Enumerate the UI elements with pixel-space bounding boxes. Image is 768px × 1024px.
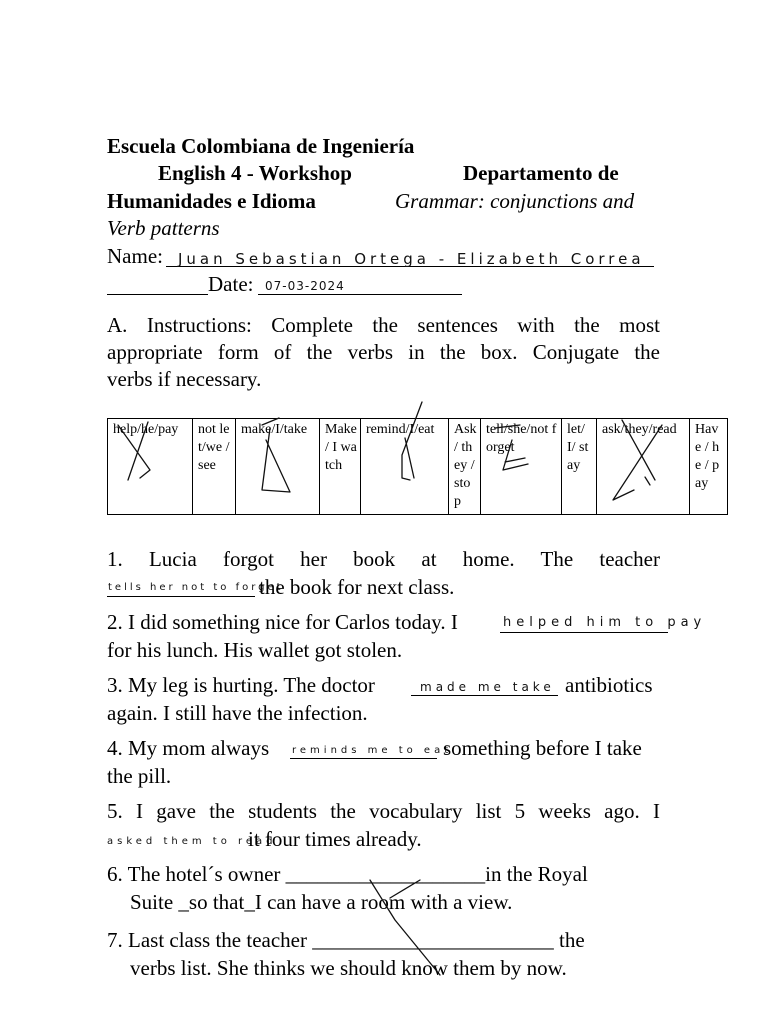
school-name: Escuela Colombiana de Ingeniería	[107, 134, 415, 158]
sentence-3-answer: made me take	[420, 680, 555, 694]
verb-cell: let/I/ stay	[562, 419, 597, 515]
sentence-2-part-1: 2. I did something nice for Carlos today. I	[107, 610, 458, 634]
date-lead-underline	[107, 294, 208, 295]
verb-cell: Have / he / pay	[690, 419, 728, 515]
sentence-4-part-1: 4. My mom always	[107, 736, 270, 760]
sentence-5-part-1: 5. I gave the students the vocabulary list 5 weeks ago. I	[107, 799, 660, 823]
instructions-line-1: A. Instructions: Complete the sentences with the most	[107, 313, 660, 337]
sentence-2-blank	[500, 632, 668, 633]
sentence-1-part-1: 1. Lucia forgot her book at home. The teacher	[107, 547, 660, 571]
sentence-3-part-1: 3. My leg is hurting. The doctor	[107, 673, 375, 697]
sentence-3-blank	[411, 695, 558, 696]
verb-cell: Ask / they / stop	[449, 419, 481, 515]
sentence-5-answer: asked them to read	[107, 836, 277, 847]
sentence-1-answer: tells her not to forget	[108, 582, 284, 593]
topic-label-cont: Verb patterns	[107, 216, 220, 240]
verb-cell: remind/I/eat	[361, 419, 449, 515]
course-title: English 4 - Workshop	[158, 161, 352, 185]
sentence-2-part-2: for his lunch. His wallet got stolen.	[107, 638, 403, 662]
sentence-7-part-2: verbs list. She thinks we should know them by now.	[130, 956, 567, 980]
date-label: Date:	[208, 272, 254, 296]
verb-cell: tell/she/not forget	[481, 419, 562, 515]
sentence-5-part-2: it four times already.	[248, 827, 422, 851]
topic-label: Grammar: conjunctions and	[395, 189, 635, 213]
verb-box	[107, 418, 728, 515]
verb-cell: help/he/pay	[108, 419, 193, 515]
sentence-3-part-2: antibiotics	[565, 673, 653, 697]
name-handwritten: Juan Sebastian Ortega - Elizabeth Correa	[178, 250, 645, 268]
sentence-2-answer: helped him to pay	[503, 615, 707, 630]
sentence-4-blank	[290, 758, 437, 759]
department-label: Departamento de	[463, 161, 619, 185]
date-underline	[258, 294, 462, 295]
sentence-4-answer: reminds me to eat	[292, 745, 453, 756]
sentence-6-part-2: Suite _so that_I can have a room with a view.	[130, 890, 513, 914]
sentence-4-part-2: something before I take	[443, 736, 642, 760]
sentence-3-part-3: again. I still have the infection.	[107, 701, 368, 725]
sentence-7-part-1: 7. Last class the teacher _______________________ the	[107, 928, 585, 952]
department-label-cont: Humanidades e Idioma	[107, 189, 316, 213]
verb-cell: Make / I watch	[320, 419, 361, 515]
sentence-1-part-2: the book for next class.	[259, 575, 455, 599]
date-handwritten: 07-03-2024	[265, 279, 345, 293]
verb-cell: make/I/take	[236, 419, 320, 515]
sentence-4-part-3: the pill.	[107, 764, 172, 788]
instructions-line-2: appropriate form of the verbs in the box. Conjugate the	[107, 340, 660, 364]
verb-cell: ask/they/read	[597, 419, 690, 515]
sentence-1-blank	[107, 596, 255, 597]
instructions-line-3: verbs if necessary.	[107, 367, 262, 391]
name-label: Name:	[107, 244, 163, 268]
verb-cell: not let/we / see	[193, 419, 236, 515]
sentence-6-part-1: 6. The hotel´s owner ___________________in the Royal	[107, 862, 588, 886]
